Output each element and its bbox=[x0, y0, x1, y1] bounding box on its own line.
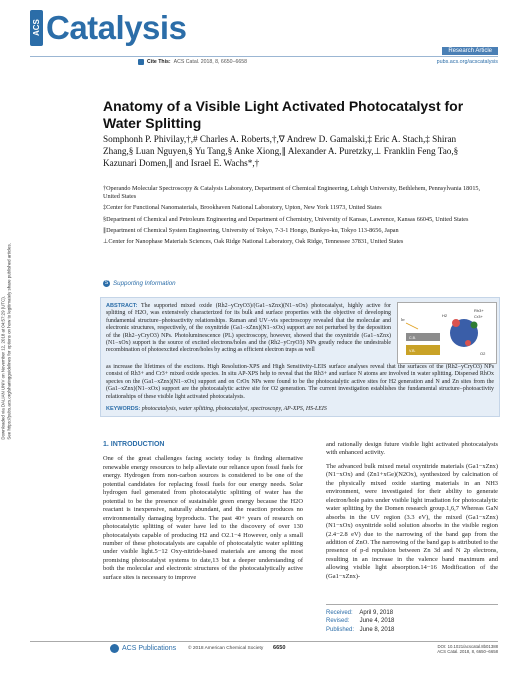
footer-citation: ACS Catal. 2018, 8, 6650−6658 bbox=[437, 649, 498, 655]
intro-paragraph-continued: and rationally design future visible light activated photocatalysts with enhanced activity. bbox=[326, 441, 498, 457]
acs-logo-icon bbox=[110, 644, 119, 653]
rh-site bbox=[465, 340, 471, 346]
toc-graphic bbox=[397, 302, 497, 364]
download-sidebar bbox=[0, 0, 12, 682]
keywords-label: KEYWORDS: bbox=[106, 406, 141, 412]
download-line-1: Downloaded via DALIAN UNIV on November 12, 2018 at 04:57:29 (UTC). bbox=[0, 296, 6, 440]
author-list: Somphonh P. Phivilay,†,# Charles A. Roberts,†,∇ Andrew D. Gamalski,‡ Eric A. Stach,‡ Shiran Zhang,§ Luan Nguyen,§ Yu Tang,§ Anke Xiong,∥ Alexander A. Puretzky,⊥ Franklin Feng Tao,§ Kazunari Domen,∥ and Israel E. Wachs*,† bbox=[103, 134, 459, 168]
cb-label: C.B. bbox=[409, 336, 416, 340]
cr-site bbox=[471, 322, 478, 329]
cite-icon bbox=[138, 59, 144, 65]
copyright: © 2018 American Chemical Society bbox=[188, 646, 264, 651]
header-rule bbox=[30, 56, 498, 57]
keywords bbox=[106, 406, 327, 412]
download-stamp bbox=[0, 172, 11, 440]
abstract-box bbox=[100, 297, 500, 417]
article-title: Anatomy of a Visible Light Activated Photocatalyst for Water Splitting bbox=[103, 98, 464, 131]
published-row: Published: June 8, 2018 bbox=[326, 626, 395, 633]
hv-label: hν bbox=[401, 317, 405, 322]
affiliation-4: ∥Department of Chemical System Engineering, University of Tokyo, 7-3-1 Hongo, Bunkyo-ku, Tokyo 113-8656, Japan bbox=[103, 226, 399, 234]
page-number: 6650 bbox=[273, 645, 286, 651]
body-column-left bbox=[103, 441, 303, 587]
doi-link[interactable]: DOI: 10.1021/acscatal.8b01388 bbox=[437, 644, 498, 649]
affiliation-2: ‡Center for Functional Nanomaterials, Brookhaven National Laboratory, Upton, New York 11973, United States bbox=[103, 204, 382, 212]
revised-row: Revised: June 4, 2018 bbox=[326, 618, 395, 625]
rh-legend: Rh3+ bbox=[474, 308, 484, 313]
cr-legend: Cr3+ bbox=[474, 314, 483, 319]
supporting-info-link[interactable] bbox=[103, 280, 176, 287]
affiliation-5: ⊥Center for Nanophase Materials Sciences, Oak Ridge National Laboratory, Oak Ridge, Tennessee 37831, United States bbox=[103, 238, 404, 246]
abstract-part-1 bbox=[106, 303, 391, 355]
vb-label: V.B. bbox=[409, 349, 416, 353]
supporting-info-label: Supporting Information bbox=[113, 280, 176, 287]
footer-rule bbox=[30, 641, 498, 642]
body-column-right bbox=[326, 441, 498, 586]
abstract-label: ABSTRACT: bbox=[106, 303, 138, 309]
affiliation-1: †Operando Molecular Spectroscopy & Catalysis Laboratory, Department of Chemical Engineering, Lehigh University, Bethlehem, Pennsylvania 18015, United States bbox=[103, 185, 481, 201]
abstract-text-1: The supported mixed oxide (Rh2−yCryO3)/(Ga1−xZnx)(N1−xOx) photocatalyst, highly active for splitting of H2O, was extensively characterized for its bulk and surface properties with the objective of developing fundamental structure−photoactivity relationships. Raman and UV−vis spectroscopy revealed that the molecular and electronic structures, respectively, of the oxynitride (Ga1−xZnx)(N1−xOx) support are not perturbed by the deposition of the (Rh2−yCryO3) NPs. Photoluminescence (PL) spectroscopy, however, showed that the oxynitride (Ga1−xZnx)(N1−xOx) support is the source of excited electrons/holes and the (Rh2−yCryO3) NPs greatly reduce the undesirable recombination of photoexcited electron/holes by acting as efficient electron traps as well bbox=[106, 303, 391, 354]
cite-reference: ACS Catal. 2018, 8, 6650−6658 bbox=[173, 59, 248, 65]
intro-paragraph-2: The advanced bulk mixed metal oxynitride materials (Ga1−xZnx)(N1−xOx) and (Zn1+xGe)(N2Ox), synthesized by calcination of the physically mixed oxide starting materials in an NH3 environment, were investigated for their ability to generate electron/hole pairs under visible light irradiation for photocatalytic water splitting by the Domen research group.1,6,7 Whereas GaN absorbs in the UV region (3.3 eV), the mixed (Ga1−xZnx)(N1−xOx) oxynitride solid solution absorbs in the visible region (2.4−2.8 eV) due to the narrowing of the band gap from the addition of ZnO. The narrowing of the band gap is attributed to the presence of p-d repulsion between Zn 3d and N 2p electrons, resulting in an increase in the valence band maximum and allowing visible light absorption.14−16 Modification of the (Ga1−xZnx)- bbox=[326, 462, 498, 580]
keywords-text: photocatalysis, water splitting, photocatalyst, spectroscopy, AP-XPS, HS-LEIS bbox=[141, 406, 327, 412]
doi-block bbox=[437, 644, 498, 655]
intro-paragraph-1: One of the great challenges facing society today is finding alternative renewable energy resources to help alleviate our reliance upon fossil fuels for energy. Hydrogen from non-carbon sources is considered to be one of the potential candidates for replacing fossil fuels for our energy needs. Solar hydrogen fuel generated from photocatalytic splitting of water has the potential to be the presence of sustainable green energy because the H2O reactant is inexpensive, naturally abundant, and the reaction produces no environmentally damaging byproducts. The past 40+ years of research on photocatalytic splitting of water have led to the discovery of over 130 photocatalysts capable of producing H2 and O2.1−4 However, only a small number of these photocatalysts are capable of photocatalytic water splitting under visible light.5−12 Oxy-nitride-based materials are among the most promising photocatalyst systems to date,13 but a deeper understanding of both the molecular and electronic structures of the photocatalytically active surface sites is necessary to improve bbox=[103, 455, 303, 581]
h2-label: H2 bbox=[442, 313, 448, 318]
affiliations bbox=[103, 185, 488, 250]
info-icon: S bbox=[104, 280, 109, 286]
o2-label: O2 bbox=[480, 351, 486, 356]
download-line-2: See https://pubs.acs.org/sharingguidelines for options on how to legitimately share published articles. bbox=[6, 243, 11, 440]
cite-this[interactable] bbox=[138, 59, 247, 65]
received-row: Received: April 9, 2018 bbox=[326, 610, 394, 616]
journal-url-link[interactable]: pubs.acs.org/acscatalysis bbox=[436, 59, 498, 65]
abstract-text-2: as increase the lifetimes of the excitons. High Resolution-XPS and High Sensitivity-LEIS surface analyses reveal that the surfaces of the (Rh2−yCryO3) NPs consist of Rh3+ and Cr3+ mixed oxide species. In situ AP-XPS help to reveal that the Rh3+ and surface N atoms are involved in water splitting. Dispersed RhOx species on the (Ga1−xZnx)(N1−xOx) support and on CrOx NPs were found to be the photocatalytic active sites for H2 generation and N and Zn sites from the (Ga1−xZnx)(N1−xOx) support are the photocatalytic active site for O2 generation. The current investigation establishes the fundamental structure−photoactivity relationships of these visible light activated photocatalysts. bbox=[106, 364, 494, 400]
publisher-name: ACS Publications bbox=[122, 645, 177, 652]
rh-site bbox=[452, 319, 460, 327]
logo-wordmark: Catalysis bbox=[46, 9, 187, 46]
section-heading-introduction: 1. INTRODUCTION bbox=[103, 441, 165, 448]
publication-dates bbox=[326, 604, 498, 634]
affiliation-3: §Department of Chemical and Petroleum Engineering and Department of Chemistry, University of Kansas, Lawrence, Kansas 66045, United States bbox=[103, 215, 469, 223]
acs-publications-logo[interactable] bbox=[110, 644, 176, 653]
logo-acs-mark: ACS bbox=[30, 10, 43, 46]
journal-header bbox=[30, 9, 498, 71]
toc-svg bbox=[398, 303, 496, 363]
article-type-badge: Research Article bbox=[442, 47, 498, 55]
journal-logo[interactable] bbox=[30, 9, 186, 47]
cite-label: Cite This: bbox=[147, 59, 171, 65]
